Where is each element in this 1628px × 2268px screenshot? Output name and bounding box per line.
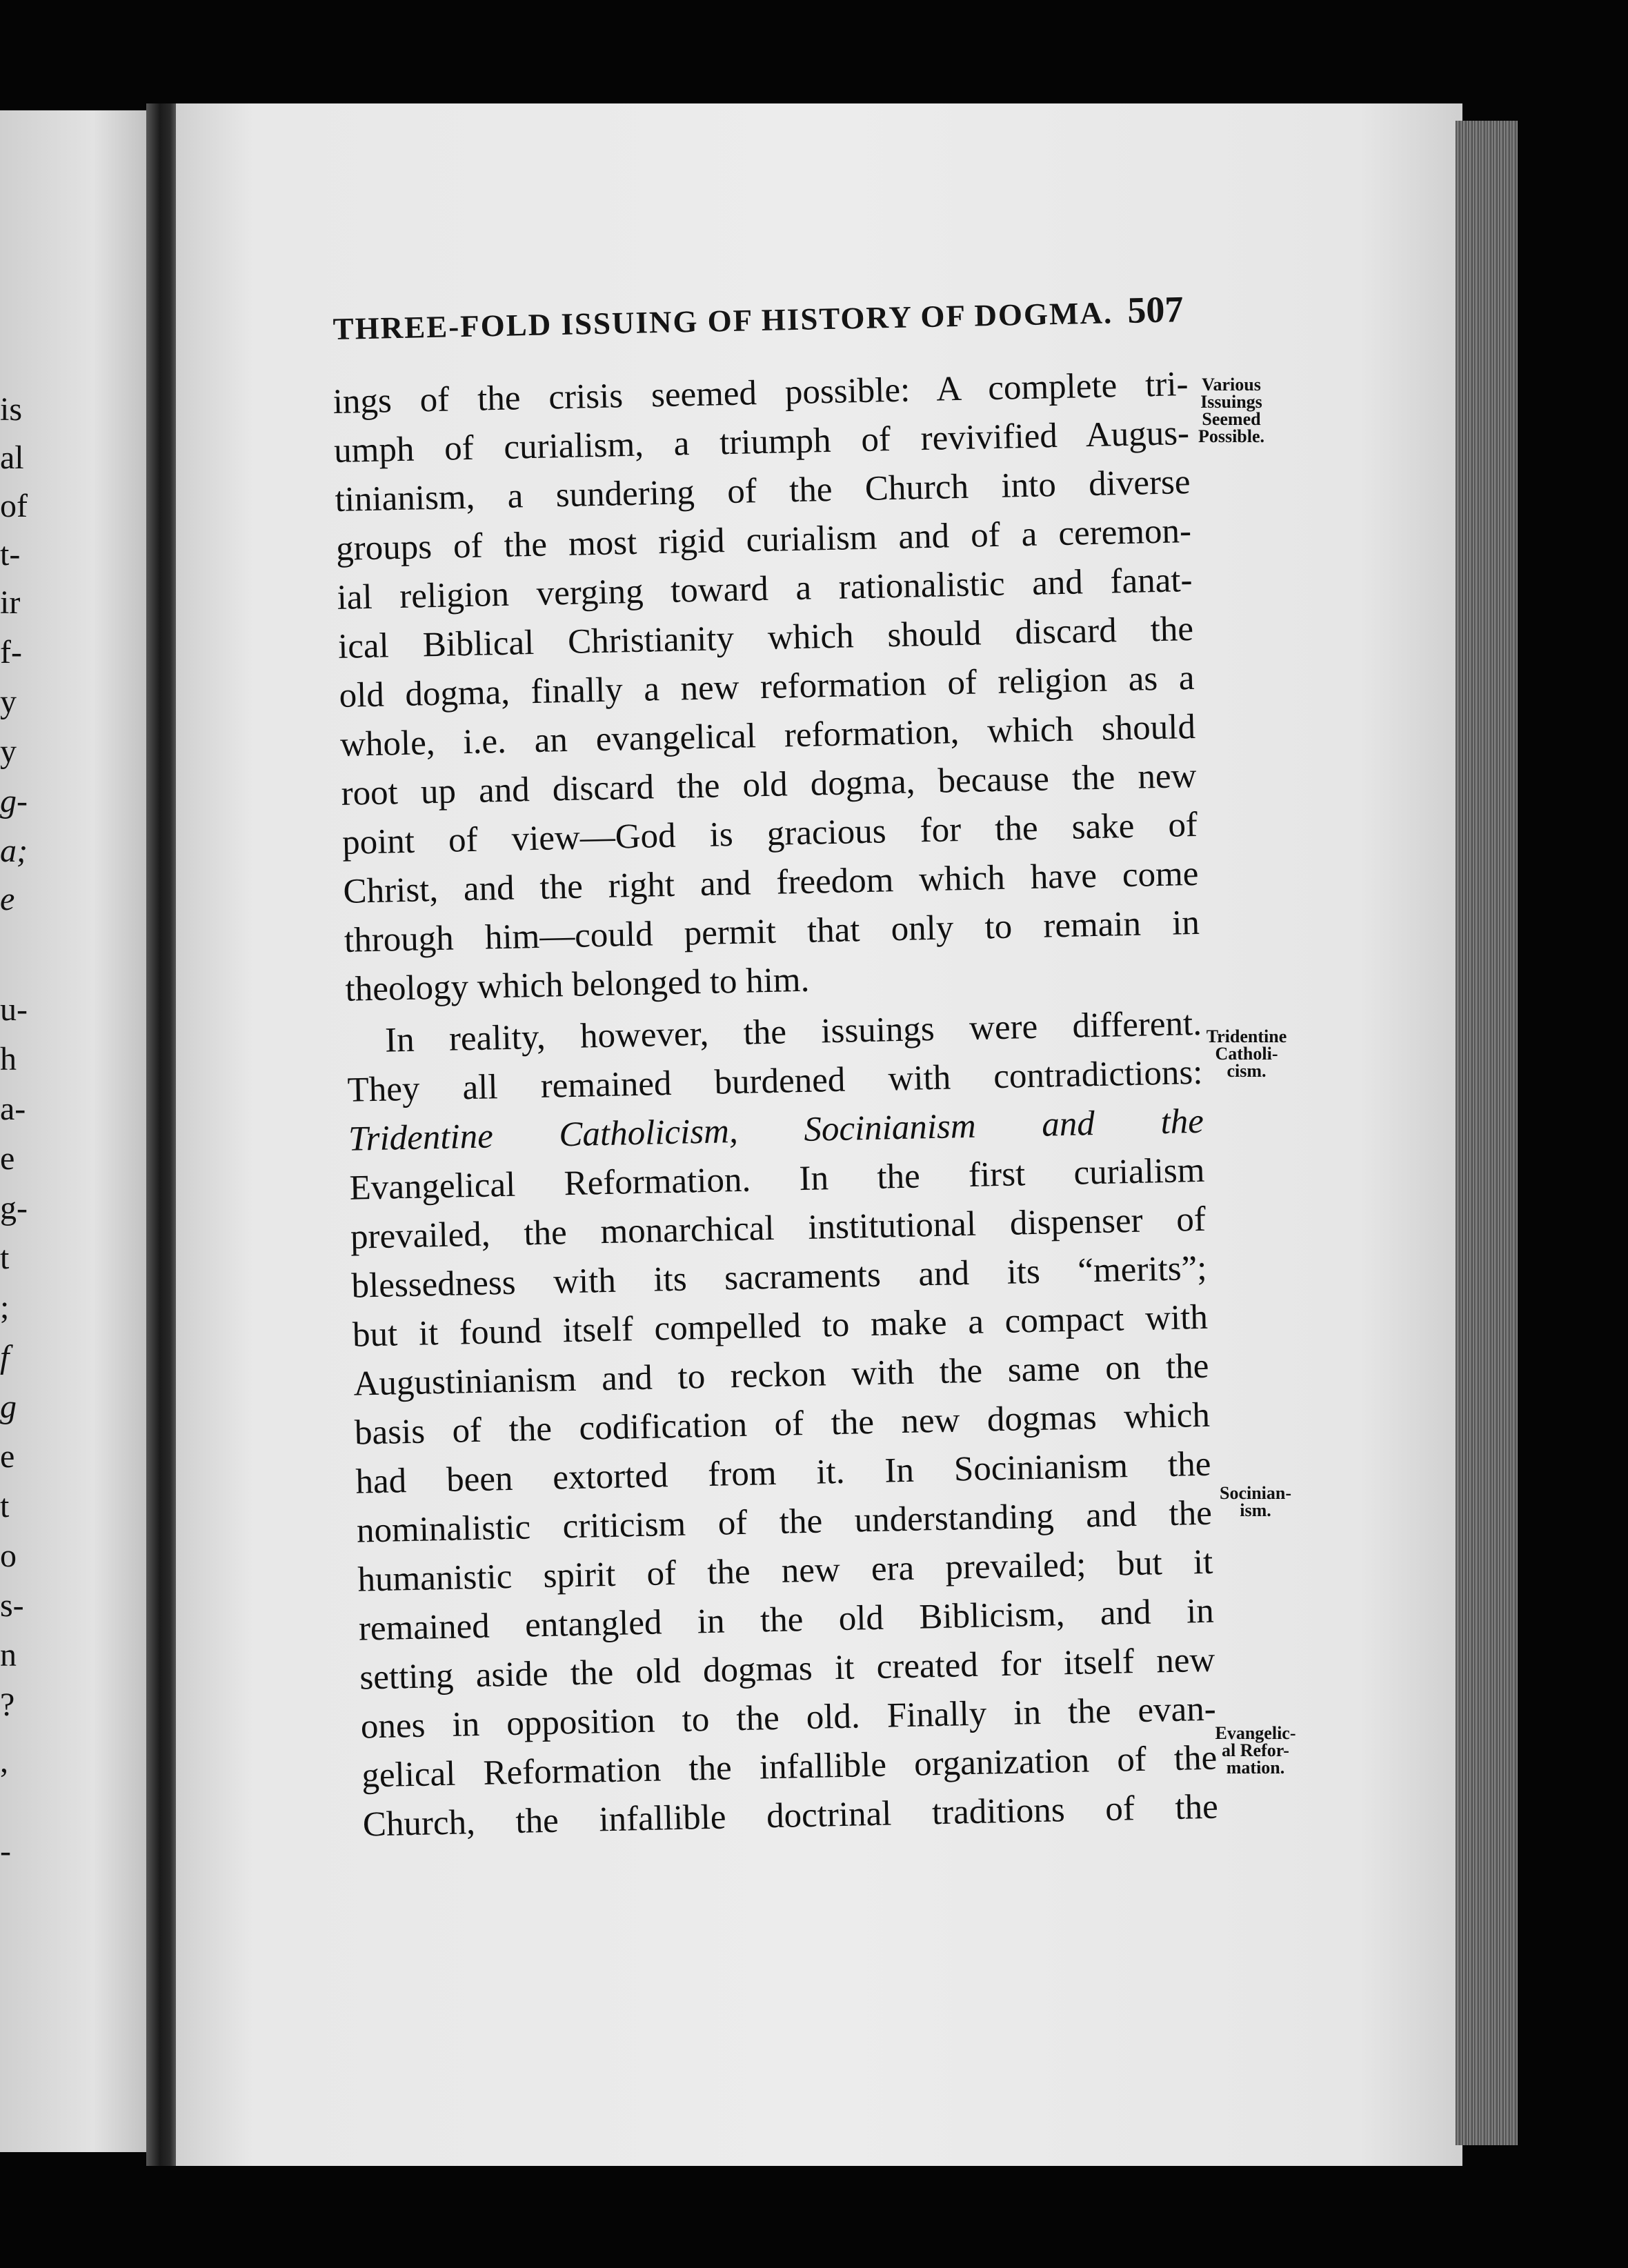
page-edges — [1456, 121, 1518, 2145]
margin-note-line: Catholi- — [1215, 1044, 1278, 1064]
left-fragment: of — [0, 488, 28, 524]
left-fragment: a- — [0, 1091, 26, 1127]
text-line: Augustinianism and to reckon with the same on the — [353, 1346, 1209, 1404]
text-line: had been extorted from it. In Socinianism the — [355, 1444, 1211, 1502]
margin-note-various-issuings — [1173, 376, 1290, 445]
margin-note-line: Various — [1202, 375, 1261, 395]
text-line: old dogma, finally a new reformation of religion as a — [339, 658, 1195, 715]
margin-note-socinianism — [1197, 1484, 1314, 1519]
margin-note-line: Seemed — [1202, 409, 1261, 429]
text-line: humanistic spirit of the new era prevailed; but it — [357, 1542, 1213, 1600]
left-fragment: g- — [0, 1190, 28, 1226]
left-fragment: u- — [0, 991, 28, 1028]
left-fragment: al — [0, 439, 24, 476]
left-fragment: s- — [0, 1587, 24, 1624]
left-fragment: is — [0, 391, 23, 428]
text-line: but it found itself compelled to make a compact with — [352, 1297, 1209, 1355]
text-line: ical Biblical Christianity which should discard the — [337, 609, 1194, 666]
page-number: 507 — [1126, 288, 1184, 331]
text-line: umph of curialism, a triumph of revivified Augus- — [333, 414, 1190, 470]
text-line: setting aside the old dogmas it created for itself new — [359, 1640, 1215, 1698]
text-line: remained entangled in the old Biblicism, and in — [358, 1591, 1215, 1649]
text-line: ones in opposition to the old. Finally in the evan- — [360, 1689, 1217, 1747]
text-line: theology which belonged to him. — [344, 960, 810, 1009]
margin-note-line: ism. — [1240, 1500, 1271, 1520]
text-line: point of view—God is gracious for the sake of — [341, 805, 1198, 862]
text-line: Tridentine Catholicism, Socinianism and the — [348, 1102, 1204, 1159]
text-line: Church, the infallible doctrinal traditions of the — [362, 1787, 1219, 1844]
left-fragment: e — [0, 1140, 15, 1177]
left-fragment: e — [0, 881, 15, 917]
text-line: Christ, and the right and freedom which have come — [343, 854, 1199, 911]
margin-note-line: cism. — [1227, 1061, 1267, 1081]
left-fragment: ir — [0, 584, 21, 621]
left-fragment: t- — [0, 536, 21, 573]
text-line: In reality, however, the issuings were different. — [384, 1004, 1202, 1060]
text-line: blessedness with its sacraments and its “merits”; — [350, 1249, 1207, 1306]
margin-note-line: Possible. — [1198, 426, 1265, 446]
left-fragment: n — [0, 1637, 17, 1673]
margin-note-line: al Refor- — [1222, 1740, 1289, 1760]
text-line: nominalistic criticism of the understanding and the — [356, 1493, 1213, 1551]
text-line: tinianism, a sundering of the Church into diverse — [335, 462, 1191, 519]
left-fragment: ; — [0, 1289, 10, 1326]
left-fragment: - — [0, 1833, 11, 1869]
text-line: whole, i.e. an evangelical reformation, which should — [339, 707, 1196, 764]
running-head-title: THREE-FOLD ISSUING OF HISTORY OF DOGMA. — [332, 295, 1113, 346]
left-fragment: g — [0, 1389, 17, 1425]
text-line: groups of the most rigid curialism and of a ceremon- — [335, 511, 1192, 568]
left-fragment: f- — [0, 634, 22, 670]
left-fragment: y — [0, 733, 17, 770]
left-fragment: y — [0, 684, 17, 720]
margin-note-line: Tridentine — [1206, 1026, 1287, 1046]
margin-note-line: Evangelic- — [1215, 1723, 1296, 1743]
margin-note-line: mation. — [1226, 1758, 1285, 1778]
text-line: ial religion verging toward a rationalistic and fanat- — [337, 560, 1193, 617]
text-line: gelical Reformation the infallible organization of the — [361, 1738, 1218, 1796]
margin-note-line: Issuings — [1200, 392, 1262, 412]
left-fragment: h — [0, 1041, 17, 1077]
text-line: Evangelical Reformation. In the first curialism — [349, 1151, 1205, 1208]
left-fragment: g- — [0, 783, 28, 819]
left-fragment: o — [0, 1538, 17, 1574]
left-fragment: e — [0, 1438, 15, 1475]
margin-note-tridentine — [1188, 1028, 1305, 1080]
text-line: prevailed, the monarchical institutional dispenser of — [350, 1200, 1207, 1257]
left-fragment: t — [0, 1488, 10, 1524]
text-line: through him—could permit that only to remain in — [344, 903, 1200, 960]
margin-note-line: Socinian- — [1219, 1483, 1292, 1503]
left-fragment: , — [0, 1743, 8, 1780]
text-line: basis of the codification of the new dogmas which — [354, 1395, 1211, 1453]
paragraph-1 — [332, 360, 1201, 1015]
text-line: root up and discard the old dogma, because the new — [341, 756, 1197, 813]
left-fragment: a; — [0, 833, 28, 869]
margin-note-evangelical — [1197, 1724, 1314, 1776]
body-text — [332, 360, 1218, 1850]
paragraph-2 — [346, 999, 1218, 1850]
left-fragment: ? — [0, 1687, 15, 1723]
left-fragment: f — [0, 1339, 10, 1375]
left-fragment: t — [0, 1240, 10, 1276]
text-line: They all remained burdened with contradictions: — [347, 1053, 1203, 1110]
text-line: ings of the crisis seemed possible: A complete tri- — [332, 365, 1189, 421]
